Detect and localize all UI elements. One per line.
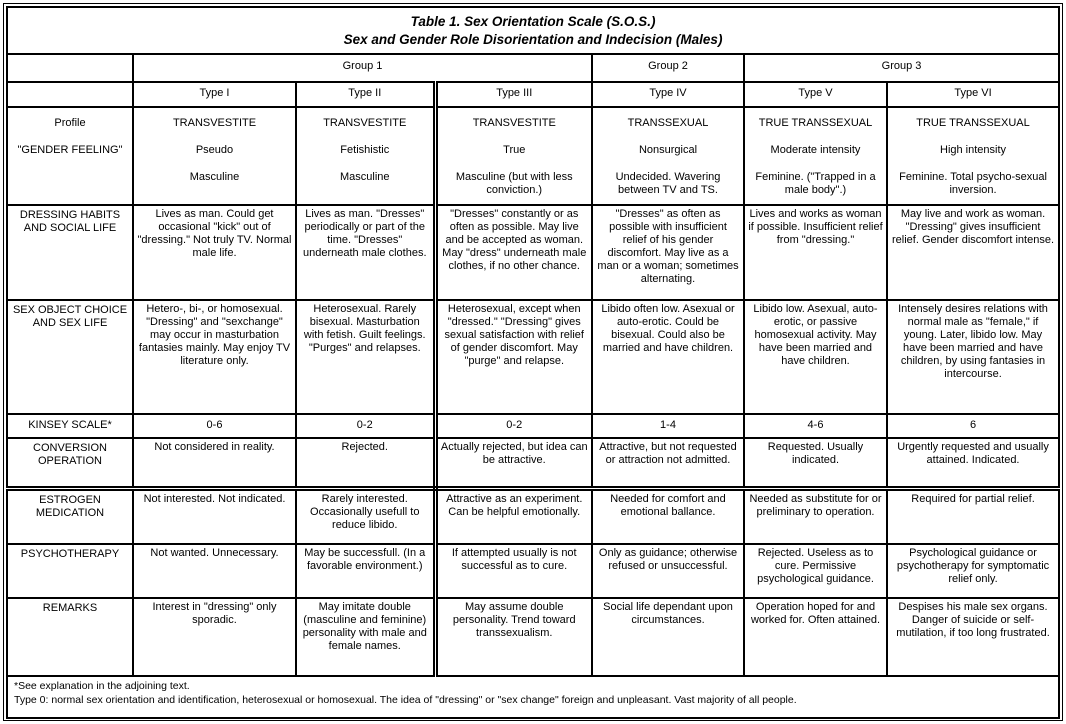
profile-line: Undecided. Wavering between TV and TS.	[615, 171, 721, 197]
cell-psychotherapy-type-1: Not wanted. Unnecessary.	[133, 544, 296, 598]
cell-remarks-type-3: May assume double personality. Trend toward transsexualism.	[435, 598, 592, 676]
table-row-kinsey-scale	[7, 414, 1059, 438]
row-label-estrogen-medication	[7, 488, 133, 544]
footnote-type0: Type 0: normal sex orientation and identification, heterosexual or homosexual. The idea of "dressing" or "sex change" foreign and unpleasant. Vast majority of all people.	[14, 694, 797, 707]
cell-profile-type-5	[744, 107, 887, 205]
profile-line: TRUE TRANSSEXUAL	[758, 117, 873, 130]
cell-psychotherapy-type-5: Rejected. Useless as to cure. Permissive psychological guidance.	[744, 544, 887, 598]
cell-kinsey-scale-type-3: 0-2	[435, 414, 592, 438]
cell-estrogen-medication-type-6: Required for partial relief.	[887, 488, 1059, 544]
row-label-line: DRESSING HABITS AND SOCIAL LIFE	[19, 209, 121, 235]
type-header-row	[7, 82, 1059, 107]
profile-line: True	[503, 144, 526, 157]
cell-profile-type-6	[887, 107, 1059, 205]
row-label-kinsey-scale	[7, 414, 133, 438]
table-row-remarks	[7, 598, 1059, 676]
cell-psychotherapy-type-4: Only as guidance; otherwise refused or unsuccessful.	[592, 544, 744, 598]
cell-dressing-habits-type-3: "Dresses" constantly or as often as possible. May live and be accepted as woman. May "dress" underneath male clothes, if no other chance.	[435, 205, 592, 300]
row-label-sex-object	[7, 300, 133, 414]
cell-sex-object-type-6: Intensely desires relations with normal male as "female," if young. Later, libido low. May have been married and have children, by using fantasies in intercourse.	[887, 300, 1059, 414]
cell-psychotherapy-type-2: May be successfull. (In a favorable environment.)	[296, 544, 435, 598]
corner-cell-types	[7, 82, 133, 107]
cell-estrogen-medication-type-4: Needed for comfort and emotional ballance.	[592, 488, 744, 544]
cell-dressing-habits-type-5: Lives and works as woman if possible. Insufficient relief from "dressing."	[744, 205, 887, 300]
title-row	[7, 7, 1059, 54]
type-header-1: Type I	[133, 82, 296, 107]
cell-kinsey-scale-type-5: 4-6	[744, 414, 887, 438]
table-row-estrogen-medication	[7, 488, 1059, 544]
group-header-row	[7, 54, 1059, 82]
cell-remarks-type-2: May imitate double (masculine and feminine) personality with male and female names.	[296, 598, 435, 676]
cell-estrogen-medication-type-1: Not interested. Not indicated.	[133, 488, 296, 544]
profile-line: TRUE TRANSSEXUAL	[916, 117, 1030, 130]
cell-sex-object-type-3: Heterosexual, except when "dressed." "Dressing" gives sexual satisfaction with relief of gender discomfort. May "purge" and relapse.	[435, 300, 592, 414]
profile-line: Masculine	[339, 171, 390, 184]
row-label-line: "GENDER FEELING"	[17, 144, 123, 157]
table-row-conversion-operation	[7, 438, 1059, 488]
table-title-line1: Table 1. Sex Orientation Scale (S.O.S.)	[410, 14, 656, 29]
footnote-row	[7, 676, 1059, 718]
cell-remarks-type-6: Despises his male sex organs. Danger of suicide or self-mutilation, if too long frustrated.	[887, 598, 1059, 676]
profile-line: TRANSVESTITE	[323, 117, 407, 130]
type-header-4: Type IV	[592, 82, 744, 107]
cell-estrogen-medication-type-2: Rarely interested. Occasionally usefull to reduce libido.	[296, 488, 435, 544]
cell-sex-object-type-1: Hetero-, bi-, or homosexual. "Dressing" and "sexchange" may occur in masturbation fantasies mainly. May enjoy TV literature only.	[133, 300, 296, 414]
cell-sex-object-type-2: Heterosexual. Rarely bisexual. Masturbation with fetish. Guilt feelings. "Purges" and relapses.	[296, 300, 435, 414]
row-label-line: REMARKS	[42, 602, 98, 615]
footnotes	[7, 676, 1059, 718]
cell-sex-object-type-4: Libido often low. Asexual or auto-erotic. Could be bisexual. Could also be married and have children.	[592, 300, 744, 414]
cell-sex-object-type-5: Libido low. Asexual, auto-erotic, or passive homosexual activity. May have been married and have children.	[744, 300, 887, 414]
cell-conversion-operation-type-3: Actually rejected, but idea can be attractive.	[435, 438, 592, 488]
type-header-5: Type V	[744, 82, 887, 107]
type-header-3: Type III	[435, 82, 592, 107]
cell-psychotherapy-type-6: Psychological guidance or psychotherapy for symptomatic relief only.	[887, 544, 1059, 598]
row-label-line: CONVERSION OPERATION	[33, 442, 107, 468]
table-row-psychotherapy	[7, 544, 1059, 598]
table-outer-border	[3, 3, 1063, 721]
cell-estrogen-medication-type-3: Attractive as an experiment. Can be helpful emotionally.	[435, 488, 592, 544]
cell-kinsey-scale-type-1: 0-6	[133, 414, 296, 438]
table-title-line2: Sex and Gender Role Disorientation and Indecision (Males)	[343, 32, 723, 48]
cell-conversion-operation-type-6: Urgently requested and usually attained. Indicated.	[887, 438, 1059, 488]
footnote-kinsey: *See explanation in the adjoining text.	[14, 680, 190, 693]
cell-estrogen-medication-type-5: Needed as substitute for or preliminary to operation.	[744, 488, 887, 544]
row-label-line: Profile	[54, 117, 86, 130]
profile-line: Feminine. ("Trapped in a male body".)	[755, 171, 876, 197]
profile-line: TRANSSEXUAL	[627, 117, 709, 130]
corner-cell-groups	[7, 54, 133, 82]
row-label-profile	[7, 107, 133, 205]
type-header-6: Type VI	[887, 82, 1059, 107]
cell-remarks-type-5: Operation hoped for and worked for. Often attained.	[744, 598, 887, 676]
cell-profile-type-3	[435, 107, 592, 205]
profile-line: Feminine. Total psycho-sexual inversion.	[899, 171, 1047, 197]
row-label-remarks	[7, 598, 133, 676]
profile-line: Masculine	[189, 171, 240, 184]
cell-profile-type-1	[133, 107, 296, 205]
profile-line: TRANSVESTITE	[172, 117, 257, 130]
profile-line: Moderate intensity	[770, 144, 861, 157]
cell-kinsey-scale-type-6: 6	[887, 414, 1059, 438]
cell-kinsey-scale-type-2: 0-2	[296, 414, 435, 438]
cell-profile-type-4	[592, 107, 744, 205]
cell-dressing-habits-type-4: "Dresses" as often as possible with insufficient relief of his gender discomfort. May live as a man or a woman; sometimes alternating.	[592, 205, 744, 300]
cell-conversion-operation-type-2: Rejected.	[296, 438, 435, 488]
table-row-dressing-habits	[7, 205, 1059, 300]
row-label-conversion-operation	[7, 438, 133, 488]
cell-conversion-operation-type-4: Attractive, but not requested or attraction not admitted.	[592, 438, 744, 488]
cell-dressing-habits-type-1: Lives as man. Could get occasional "kick" out of "dressing." Not truly TV. Normal male life.	[133, 205, 296, 300]
sos-table	[6, 6, 1060, 719]
profile-line: Pseudo	[195, 144, 234, 157]
row-label-dressing-habits	[7, 205, 133, 300]
type-header-2: Type II	[296, 82, 435, 107]
cell-remarks-type-4: Social life dependant upon circumstances.	[592, 598, 744, 676]
row-label-line: KINSEY SCALE*	[28, 419, 112, 432]
profile-line: TRANSVESTITE	[472, 117, 556, 130]
table-row-profile	[7, 107, 1059, 205]
row-label-psychotherapy	[7, 544, 133, 598]
profile-line: Nonsurgical	[638, 144, 698, 157]
table-title	[7, 7, 1059, 54]
profile-line: Masculine (but with less conviction.)	[455, 171, 573, 197]
cell-conversion-operation-type-1: Not considered in reality.	[133, 438, 296, 488]
cell-profile-type-2	[296, 107, 435, 205]
group-header-1: Group 1	[133, 54, 592, 82]
profile-line: High intensity	[940, 144, 1007, 157]
cell-kinsey-scale-type-4: 1-4	[592, 414, 744, 438]
group-header-2: Group 2	[592, 54, 744, 82]
table-row-sex-object	[7, 300, 1059, 414]
cell-conversion-operation-type-5: Requested. Usually indicated.	[744, 438, 887, 488]
cell-dressing-habits-type-6: May live and work as woman. "Dressing" gives insufficient relief. Gender discomfort intense.	[887, 205, 1059, 300]
row-label-line: ESTROGEN MEDICATION	[35, 493, 105, 519]
profile-line: Fetishistic	[340, 144, 390, 157]
group-header-3: Group 3	[744, 54, 1059, 82]
cell-psychotherapy-type-3: If attempted usually is not successful as to cure.	[435, 544, 592, 598]
row-label-line: PSYCHOTHERAPY	[20, 548, 120, 561]
row-label-line: SEX OBJECT CHOICE AND SEX LIFE	[12, 304, 128, 330]
cell-remarks-type-1: Interest in "dressing" only sporadic.	[133, 598, 296, 676]
cell-dressing-habits-type-2: Lives as man. "Dresses" periodically or part of the time. "Dresses" underneath male clothes.	[296, 205, 435, 300]
